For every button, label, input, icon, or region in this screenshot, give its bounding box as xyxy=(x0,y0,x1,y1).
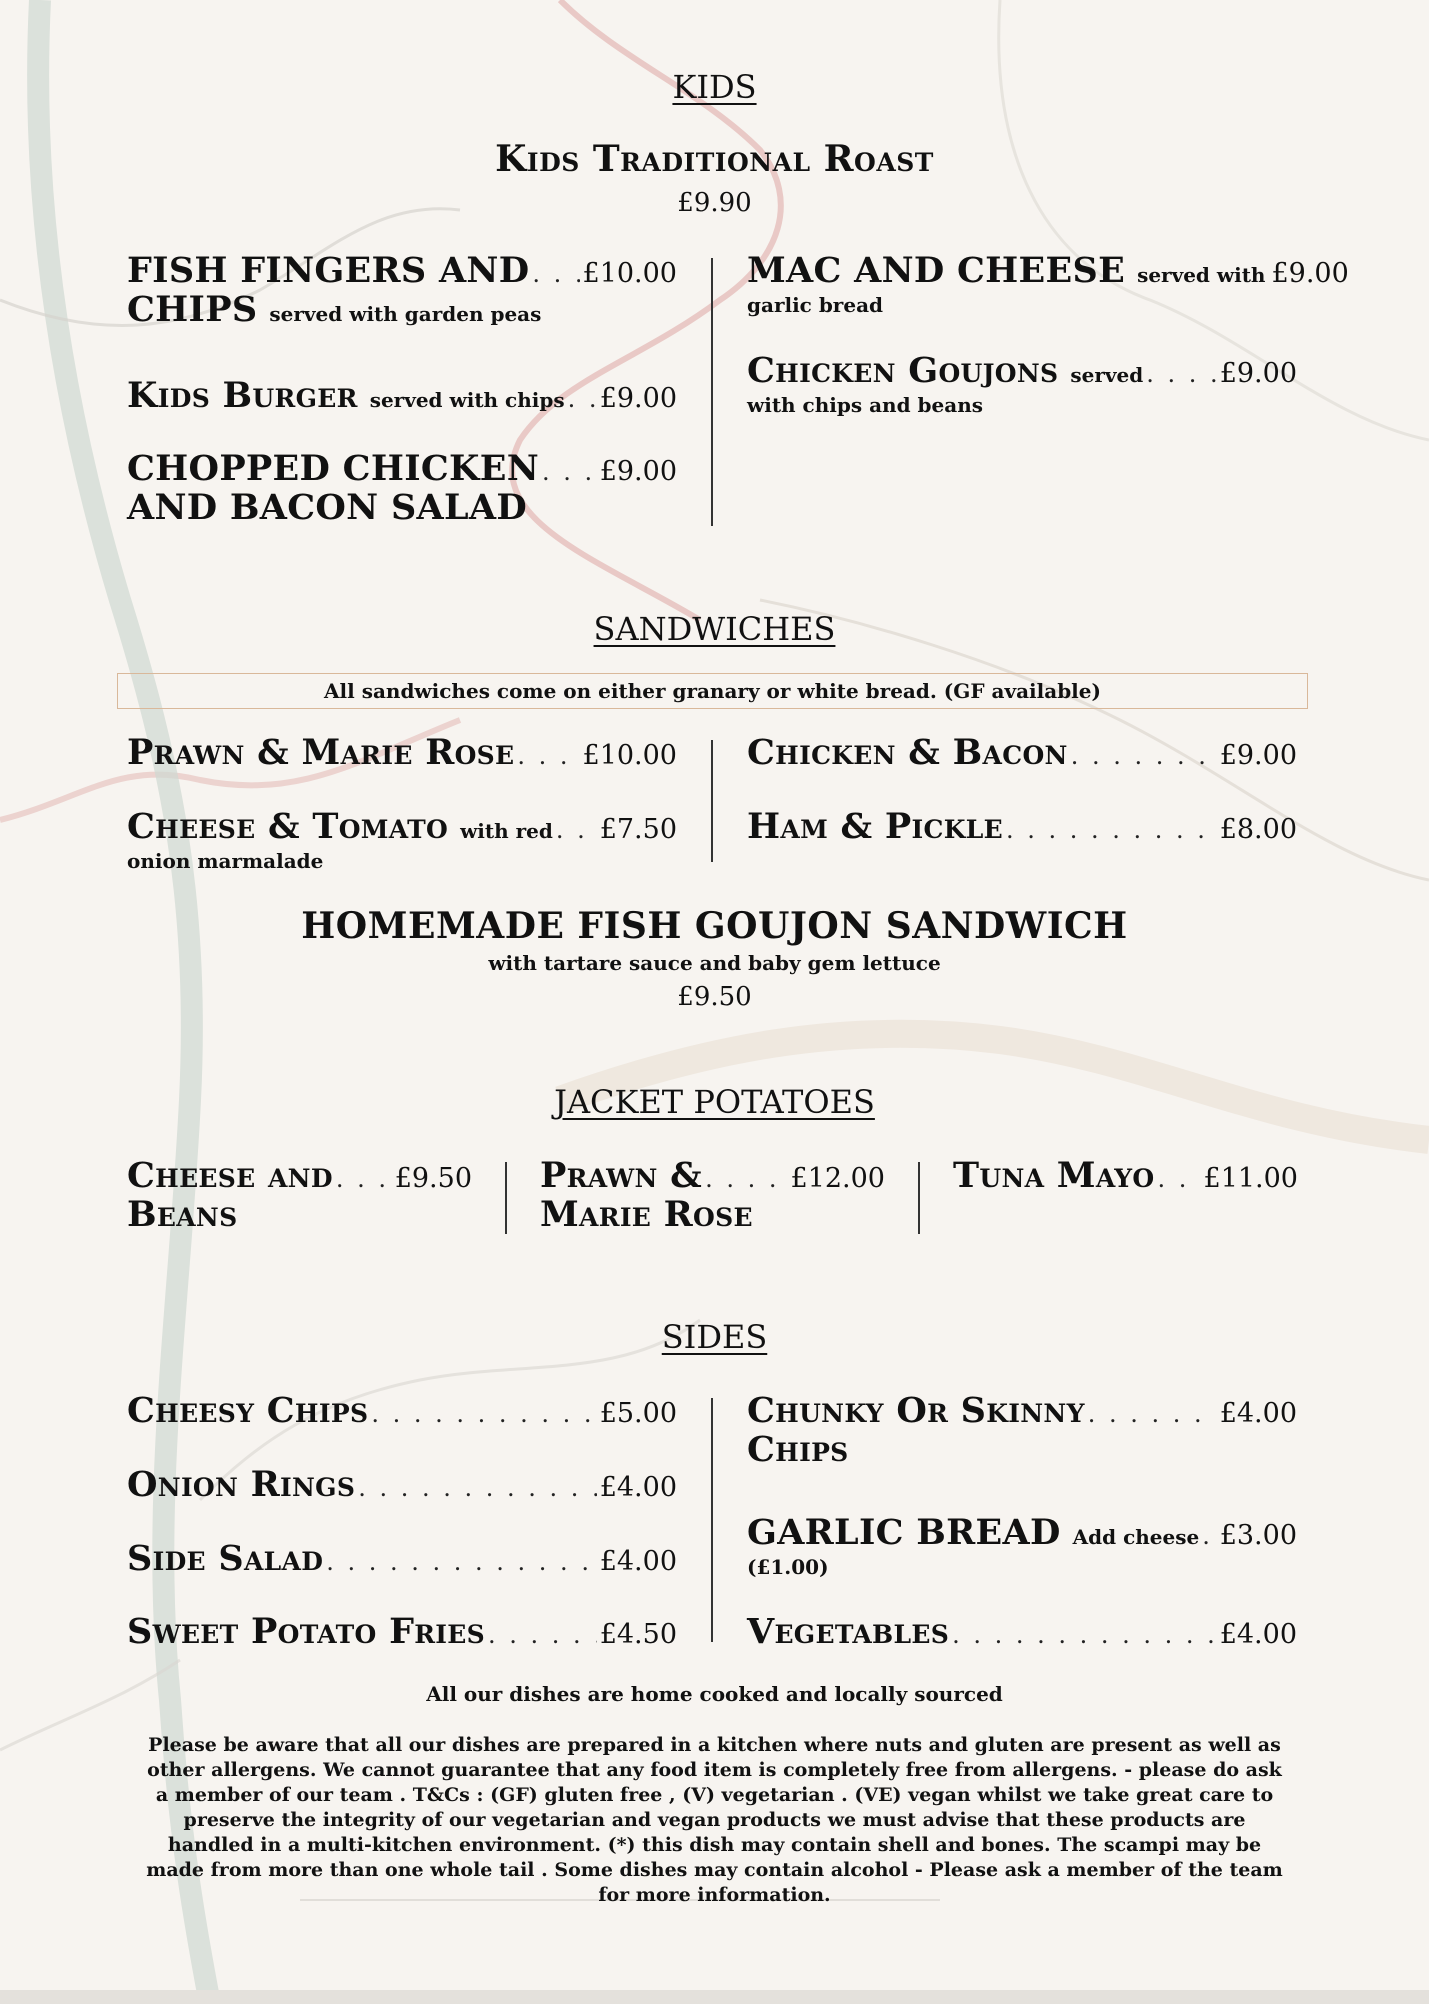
menu-item xyxy=(127,806,677,873)
leader-dots xyxy=(1006,816,1217,844)
item-price: £3.00 xyxy=(1219,1520,1297,1551)
item-name: Chicken Goujons xyxy=(747,350,1059,391)
menu-item xyxy=(747,1611,1297,1652)
kids-right-column xyxy=(747,250,1349,430)
menu-item xyxy=(747,350,1297,417)
sandwich-bread-note: All sandwiches come on either granary or white bread. (GF available) xyxy=(117,673,1308,709)
leader-dots xyxy=(336,1165,392,1193)
menu-item xyxy=(127,732,677,773)
item-price: £4.50 xyxy=(599,1619,677,1650)
item-price: £5.00 xyxy=(599,1398,677,1429)
item-description: served with xyxy=(1137,263,1266,287)
column-divider xyxy=(918,1162,920,1234)
leader-dots xyxy=(488,1621,597,1649)
item-price: £4.00 xyxy=(1219,1398,1297,1429)
item-name: Ham & Pickle xyxy=(747,806,1003,847)
leader-dots xyxy=(556,816,597,844)
item-price: £9.00 xyxy=(1271,258,1349,289)
leader-dots xyxy=(1088,1400,1217,1428)
item-name: Prawn & Marie Rose xyxy=(127,732,515,773)
leader-dots xyxy=(1071,742,1217,770)
item-price: £9.00 xyxy=(1219,358,1297,389)
menu-item xyxy=(127,1390,677,1431)
leader-dots xyxy=(1146,360,1216,388)
leader-dots xyxy=(1202,1522,1216,1550)
item-price: £9.00 xyxy=(599,383,677,414)
locally-sourced-note: All our dishes are home cooked and locally sourced xyxy=(426,1682,1003,1706)
leader-dots xyxy=(568,385,597,413)
sides-section-title: SIDES xyxy=(661,1318,768,1356)
item-price: £4.00 xyxy=(599,1472,677,1503)
menu-item xyxy=(747,1390,1297,1470)
item-price: £10.00 xyxy=(582,258,677,289)
menu-item xyxy=(127,1611,677,1652)
item-price: £4.00 xyxy=(599,1546,677,1577)
leader-dots xyxy=(542,458,597,486)
leader-dots xyxy=(532,260,579,288)
item-description-continued: (£1.00) xyxy=(747,1555,829,1579)
item-name: Prawn & xyxy=(540,1155,703,1196)
fish-goujon-sandwich-name: HOMEMADE FISH GOUJON SANDWICH xyxy=(301,905,1128,947)
item-price: £12.00 xyxy=(790,1163,885,1194)
jacket-column-1 xyxy=(127,1155,472,1255)
menu-item xyxy=(127,375,677,416)
item-name-continued: Chips xyxy=(747,1429,849,1470)
item-price: £9.50 xyxy=(394,1163,472,1194)
item-name: Vegetables xyxy=(747,1611,950,1652)
menu-item xyxy=(127,1155,472,1235)
menu-item xyxy=(747,250,1349,317)
item-description: served with chips xyxy=(369,388,565,412)
leader-dots xyxy=(952,1621,1217,1649)
fish-goujon-sandwich-description: with tartare sauce and baby gem lettuce xyxy=(488,951,941,975)
item-name: Cheese and xyxy=(127,1155,333,1196)
item-name: Side Salad xyxy=(127,1538,324,1579)
menu-item xyxy=(127,1464,677,1505)
item-name: Tuna Mayo xyxy=(953,1155,1155,1196)
item-name: FISH FINGERS AND xyxy=(127,250,530,291)
item-name-continued: AND BACON SALAD xyxy=(127,487,527,528)
item-description-continued: onion marmalade xyxy=(127,849,324,873)
column-divider xyxy=(711,740,713,862)
leader-dots xyxy=(358,1474,597,1502)
item-description: with red xyxy=(460,819,553,843)
sandwiches-left-column xyxy=(127,732,677,882)
leader-dots xyxy=(705,1165,787,1193)
column-divider xyxy=(505,1162,507,1234)
kids-section-title: KIDS xyxy=(672,68,757,106)
item-price: £9.00 xyxy=(1219,740,1297,771)
allergen-disclaimer: Please be aware that all our dishes are prepared in a kitchen where nuts and gluten are present as well as other allergens. We cannot guarantee that any food item is completely free from allergens. - please do ask a member of our team . T&Cs : (GF) gluten free , (V) vegetarian . (VE) vegan whilst we take great care to preserve the integrity of our vegetarian and vegan products we must advise that these products are handled in a multi-kitchen environment. (*) this dish may contain shell and bones. The scampi may be made from more than one whole tail . Some dishes may contain alcohol - Please ask a member of the team for more information. xyxy=(146,1734,1283,1906)
item-price: £10.00 xyxy=(582,740,677,771)
item-name-continued: CHIPS xyxy=(127,289,258,330)
item-name: GARLIC BREAD xyxy=(747,1512,1061,1553)
kids-left-column xyxy=(127,250,677,540)
sandwiches-section-title: SANDWICHES xyxy=(593,610,836,648)
item-description: served xyxy=(1070,363,1144,387)
leader-dots xyxy=(1158,1165,1201,1193)
item-description: Add cheese xyxy=(1072,1525,1200,1549)
kids-roast-price: £9.90 xyxy=(677,188,752,218)
item-price: £7.50 xyxy=(599,814,677,845)
sides-left-column xyxy=(127,1390,677,1670)
item-description-continued: with chips and beans xyxy=(747,393,983,417)
item-description-continued: garlic bread xyxy=(747,293,884,317)
jacket-column-3 xyxy=(953,1155,1298,1215)
item-price: £11.00 xyxy=(1203,1163,1298,1194)
item-name: Chicken & Bacon xyxy=(747,732,1068,773)
fish-goujon-sandwich-price: £9.50 xyxy=(677,982,752,1012)
menu-item xyxy=(953,1155,1298,1196)
leader-dots xyxy=(326,1548,596,1576)
item-name: Onion Rings xyxy=(127,1464,356,1505)
menu-item xyxy=(747,732,1297,773)
column-divider xyxy=(711,1398,713,1642)
jacket-column-2 xyxy=(540,1155,885,1255)
item-name: Cheese & Tomato xyxy=(127,806,449,847)
item-price: £8.00 xyxy=(1219,814,1297,845)
item-name: Sweet Potato Fries xyxy=(127,1611,486,1652)
sides-right-column xyxy=(747,1390,1297,1670)
jacket-potatoes-section-title: JACKET POTATOES xyxy=(554,1083,875,1121)
item-name: Chunky Or Skinny xyxy=(747,1390,1085,1431)
column-divider xyxy=(711,258,713,526)
menu-item xyxy=(747,806,1297,847)
item-name-continued: Beans xyxy=(127,1194,238,1235)
sandwiches-right-column xyxy=(747,732,1297,852)
item-price: £9.00 xyxy=(599,456,677,487)
kids-roast-name: Kids Traditional Roast xyxy=(495,138,934,180)
menu-item xyxy=(127,250,677,330)
menu-item xyxy=(747,1512,1297,1579)
item-description: served with garden peas xyxy=(269,302,542,326)
item-name: Cheesy Chips xyxy=(127,1390,369,1431)
item-price: £4.00 xyxy=(1219,1619,1297,1650)
menu-item xyxy=(127,1538,677,1579)
leader-dots xyxy=(371,1400,596,1428)
item-name: MAC AND CHEESE xyxy=(747,250,1126,291)
menu-item xyxy=(127,448,677,528)
item-name: CHOPPED CHICKEN xyxy=(127,448,540,489)
leader-dots xyxy=(517,742,579,770)
menu-item xyxy=(540,1155,885,1235)
item-name-continued: Marie Rose xyxy=(540,1194,753,1235)
item-name: Kids Burger xyxy=(127,375,358,416)
